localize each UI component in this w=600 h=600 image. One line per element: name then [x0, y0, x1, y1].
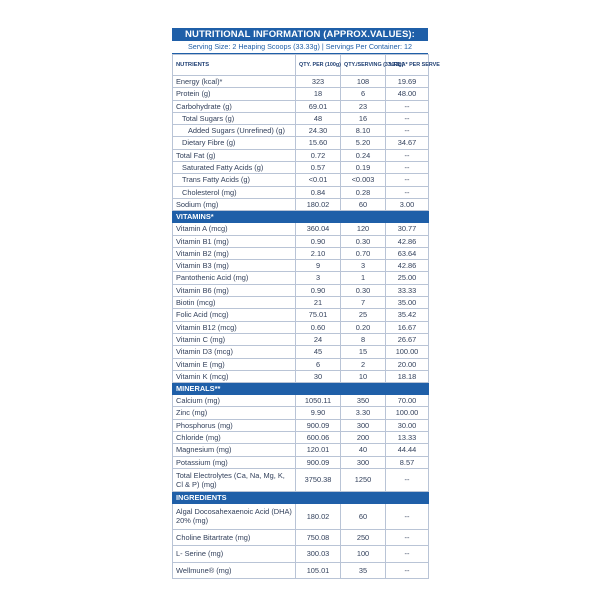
nutrient-name: Vitamin B1 (mg) — [173, 235, 296, 247]
qty-per-serving: 15 — [341, 346, 386, 358]
rda-per-serve: -- — [386, 562, 429, 579]
qty-per-serving: 1250 — [341, 468, 386, 491]
qty-per-100g: 3 — [296, 272, 341, 284]
qty-per-100g: 180.02 — [296, 503, 341, 529]
qty-per-100g: 0.90 — [296, 284, 341, 296]
rda-per-serve: 48.00 — [386, 88, 429, 100]
nutrient-name: Sodium (mg) — [173, 198, 296, 210]
qty-per-100g: <0.01 — [296, 174, 341, 186]
qty-per-serving: 60 — [341, 503, 386, 529]
qty-per-100g: 15.60 — [296, 137, 341, 149]
nutrient-name: Zinc (mg) — [173, 407, 296, 419]
rda-per-serve: -- — [386, 186, 429, 198]
table-row — [173, 395, 429, 407]
qty-per-serving: 6 — [341, 88, 386, 100]
qty-per-100g: 24.30 — [296, 125, 341, 137]
qty-per-serving: 25 — [341, 309, 386, 321]
table-row — [173, 186, 429, 198]
nutrient-name: Energy (kcal)* — [173, 76, 296, 88]
table-row — [173, 198, 429, 210]
qty-per-100g: 323 — [296, 76, 341, 88]
rda-per-serve: 35.42 — [386, 309, 429, 321]
qty-per-100g: 30 — [296, 370, 341, 382]
nutrient-name: Cholesterol (mg) — [173, 186, 296, 198]
table-header-row — [173, 55, 429, 76]
qty-per-100g: 0.60 — [296, 321, 341, 333]
rda-per-serve: 63.64 — [386, 247, 429, 259]
qty-per-serving: <0.003 — [341, 174, 386, 186]
rda-per-serve: 100.00 — [386, 407, 429, 419]
qty-per-100g: 1050.11 — [296, 395, 341, 407]
nutrient-name: Calcium (mg) — [173, 395, 296, 407]
rda-per-serve: -- — [386, 162, 429, 174]
qty-per-serving: 0.19 — [341, 162, 386, 174]
rda-per-serve: 34.67 — [386, 137, 429, 149]
nutrient-name: Algal Docosahexaenoic Acid (DHA) 20% (mg) — [173, 503, 296, 529]
rda-per-serve: 26.67 — [386, 333, 429, 345]
rda-per-serve: 30.77 — [386, 223, 429, 235]
panel-title: NUTRITIONAL INFORMATION (APPROX.VALUES): — [172, 28, 428, 41]
nutrient-name: Phosphorus (mg) — [173, 419, 296, 431]
nutrient-name: Pantothenic Acid (mg) — [173, 272, 296, 284]
qty-per-serving: 10 — [341, 370, 386, 382]
qty-per-serving: 0.30 — [341, 235, 386, 247]
qty-per-100g: 900.09 — [296, 419, 341, 431]
rda-per-serve: -- — [386, 125, 429, 137]
qty-per-serving: 0.70 — [341, 247, 386, 259]
qty-per-serving: 8 — [341, 333, 386, 345]
qty-per-serving: 120 — [341, 223, 386, 235]
table-row — [173, 125, 429, 137]
qty-per-serving: 16 — [341, 112, 386, 124]
qty-per-serving: 60 — [341, 198, 386, 210]
section-vitamins — [173, 211, 429, 223]
table-row — [173, 137, 429, 149]
qty-per-serving: 200 — [341, 432, 386, 444]
rda-per-serve: 35.00 — [386, 297, 429, 309]
table-row — [173, 546, 429, 563]
qty-per-100g: 45 — [296, 346, 341, 358]
rda-per-serve: -- — [386, 468, 429, 491]
qty-per-serving: 7 — [341, 297, 386, 309]
rda-per-serve: -- — [386, 100, 429, 112]
section-minerals-label: MINERALS** — [173, 383, 429, 395]
qty-per-100g: 18 — [296, 88, 341, 100]
nutrient-name: Added Sugars (Unrefined) (g) — [173, 125, 296, 137]
nutrient-name: Vitamin B12 (mcg) — [173, 321, 296, 333]
rda-per-serve: 19.69 — [386, 76, 429, 88]
section-ingredients-label: INGREDIENTS — [173, 491, 429, 503]
qty-per-serving: 3 — [341, 260, 386, 272]
table-row — [173, 370, 429, 382]
header-qty-per-serving: QTY./SERVING (33.33g) — [341, 55, 386, 76]
nutrient-name: Carbohydrate (g) — [173, 100, 296, 112]
table-row — [173, 260, 429, 272]
nutrient-name: Folic Acid (mcg) — [173, 309, 296, 321]
table-row — [173, 88, 429, 100]
nutrient-name: Chloride (mg) — [173, 432, 296, 444]
qty-per-100g: 180.02 — [296, 198, 341, 210]
table-row — [173, 247, 429, 259]
nutrient-name: Protein (g) — [173, 88, 296, 100]
qty-per-serving: 3.30 — [341, 407, 386, 419]
qty-per-serving: 0.20 — [341, 321, 386, 333]
qty-per-serving: 100 — [341, 546, 386, 563]
table-row — [173, 407, 429, 419]
header-rda: %RDA* PER SERVE — [386, 55, 429, 76]
nutrition-table — [172, 54, 440, 579]
header-nutrients: NUTRIENTS — [173, 55, 296, 76]
qty-per-serving: 0.30 — [341, 284, 386, 296]
nutrition-panel — [172, 28, 440, 579]
nutrient-name: Vitamin K (mcg) — [173, 370, 296, 382]
table-row — [173, 112, 429, 124]
qty-per-100g: 0.72 — [296, 149, 341, 161]
nutrient-name: Vitamin B6 (mg) — [173, 284, 296, 296]
rda-per-serve: 13.33 — [386, 432, 429, 444]
qty-per-serving: 250 — [341, 529, 386, 546]
rda-per-serve: 8.57 — [386, 456, 429, 468]
qty-per-100g: 120.01 — [296, 444, 341, 456]
qty-per-serving: 0.24 — [341, 149, 386, 161]
rda-per-serve: 20.00 — [386, 358, 429, 370]
qty-per-serving: 23 — [341, 100, 386, 112]
rda-per-serve: 3.00 — [386, 198, 429, 210]
nutrient-name: Vitamin C (mg) — [173, 333, 296, 345]
qty-per-serving: 5.20 — [341, 137, 386, 149]
qty-per-serving: 300 — [341, 419, 386, 431]
qty-per-100g: 24 — [296, 333, 341, 345]
nutrient-name: Saturated Fatty Acids (g) — [173, 162, 296, 174]
rda-per-serve: 16.67 — [386, 321, 429, 333]
table-row — [173, 468, 429, 491]
table-row — [173, 149, 429, 161]
rda-per-serve: 33.33 — [386, 284, 429, 296]
qty-per-100g: 600.06 — [296, 432, 341, 444]
nutrient-name: Vitamin A (mcg) — [173, 223, 296, 235]
qty-per-100g: 360.04 — [296, 223, 341, 235]
qty-per-100g: 9.90 — [296, 407, 341, 419]
table-row — [173, 321, 429, 333]
nutrient-name: Potassium (mg) — [173, 456, 296, 468]
table-row — [173, 562, 429, 579]
rda-per-serve: 30.00 — [386, 419, 429, 431]
table-row — [173, 284, 429, 296]
qty-per-100g: 48 — [296, 112, 341, 124]
nutrient-name: Trans Fatty Acids (g) — [173, 174, 296, 186]
section-ingredients — [173, 491, 429, 503]
table-row — [173, 444, 429, 456]
qty-per-serving: 300 — [341, 456, 386, 468]
qty-per-100g: 0.84 — [296, 186, 341, 198]
rda-per-serve: 42.86 — [386, 235, 429, 247]
qty-per-serving: 108 — [341, 76, 386, 88]
rda-per-serve: -- — [386, 174, 429, 186]
qty-per-100g: 3750.38 — [296, 468, 341, 491]
table-row — [173, 309, 429, 321]
table-row — [173, 456, 429, 468]
qty-per-100g: 21 — [296, 297, 341, 309]
nutrient-name: Vitamin B3 (mg) — [173, 260, 296, 272]
table-row — [173, 503, 429, 529]
table-row — [173, 76, 429, 88]
nutrient-name: Vitamin B2 (mg) — [173, 247, 296, 259]
nutrient-name: Dietary Fibre (g) — [173, 137, 296, 149]
nutrient-name: Wellmune® (mg) — [173, 562, 296, 579]
nutrient-name: Total Fat (g) — [173, 149, 296, 161]
rda-per-serve: 18.18 — [386, 370, 429, 382]
qty-per-serving: 2 — [341, 358, 386, 370]
qty-per-100g: 6 — [296, 358, 341, 370]
table-row — [173, 529, 429, 546]
qty-per-serving: 8.10 — [341, 125, 386, 137]
rda-per-serve: -- — [386, 503, 429, 529]
rda-per-serve: -- — [386, 112, 429, 124]
rda-per-serve: 70.00 — [386, 395, 429, 407]
qty-per-100g: 105.01 — [296, 562, 341, 579]
table-row — [173, 174, 429, 186]
qty-per-100g: 75.01 — [296, 309, 341, 321]
table-row — [173, 235, 429, 247]
nutrient-name: Magnesium (mg) — [173, 444, 296, 456]
nutrient-name: Vitamin D3 (mcg) — [173, 346, 296, 358]
qty-per-100g: 69.01 — [296, 100, 341, 112]
nutrient-name: Vitamin E (mg) — [173, 358, 296, 370]
serving-info: Serving Size: 2 Heaping Scoops (33.33g) | Servings Per Container: 12 — [172, 41, 428, 54]
table-row — [173, 432, 429, 444]
rda-per-serve: 25.00 — [386, 272, 429, 284]
qty-per-100g: 300.03 — [296, 546, 341, 563]
qty-per-100g: 0.90 — [296, 235, 341, 247]
qty-per-100g: 9 — [296, 260, 341, 272]
nutrient-name: Biotin (mcg) — [173, 297, 296, 309]
rda-per-serve: 44.44 — [386, 444, 429, 456]
rda-per-serve: 100.00 — [386, 346, 429, 358]
qty-per-serving: 350 — [341, 395, 386, 407]
rda-per-serve: 42.86 — [386, 260, 429, 272]
qty-per-100g: 0.57 — [296, 162, 341, 174]
qty-per-serving: 40 — [341, 444, 386, 456]
qty-per-serving: 1 — [341, 272, 386, 284]
header-qty-per-100g: QTY. PER (100g) — [296, 55, 341, 76]
qty-per-100g: 2.10 — [296, 247, 341, 259]
rda-per-serve: -- — [386, 149, 429, 161]
qty-per-100g: 900.09 — [296, 456, 341, 468]
qty-per-100g: 750.08 — [296, 529, 341, 546]
nutrient-name: L- Serine (mg) — [173, 546, 296, 563]
nutrient-name: Total Sugars (g) — [173, 112, 296, 124]
rda-per-serve: -- — [386, 546, 429, 563]
section-vitamins-label: VITAMINS* — [173, 211, 429, 223]
section-minerals — [173, 383, 429, 395]
table-row — [173, 100, 429, 112]
nutrient-name: Total Electrolytes (Ca, Na, Mg, K, Cl & P) (mg) — [173, 468, 296, 491]
table-row — [173, 223, 429, 235]
table-row — [173, 333, 429, 345]
table-row — [173, 297, 429, 309]
qty-per-serving: 35 — [341, 562, 386, 579]
table-row — [173, 419, 429, 431]
table-row — [173, 358, 429, 370]
rda-per-serve: -- — [386, 529, 429, 546]
table-row — [173, 346, 429, 358]
qty-per-serving: 0.28 — [341, 186, 386, 198]
nutrient-name: Choline Bitartrate (mg) — [173, 529, 296, 546]
table-row — [173, 162, 429, 174]
table-row — [173, 272, 429, 284]
